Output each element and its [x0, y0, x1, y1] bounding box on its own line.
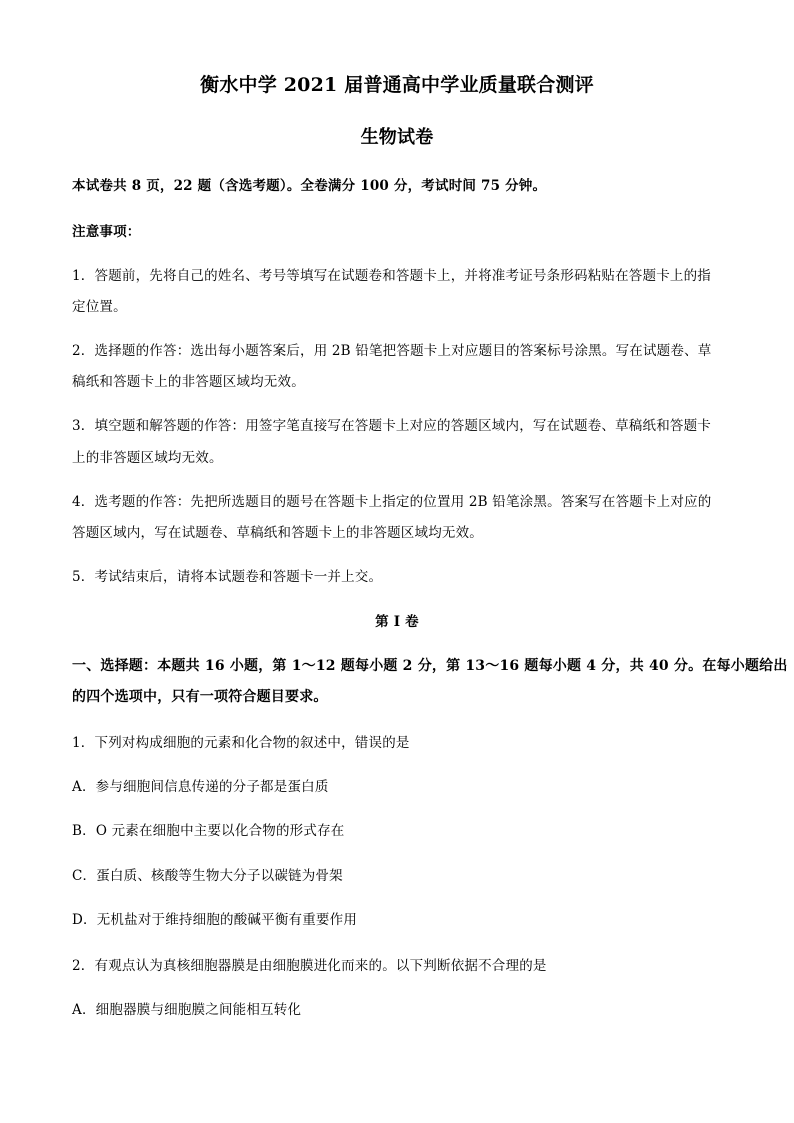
notice-item-4-line-2: 答题区域内，写在试题卷、草稿纸和答题卡上的非答题区域均无效。 — [72, 525, 483, 541]
exam-subtitle: 生物试卷 — [360, 127, 434, 148]
notice-item-1-line-1: 1．答题前，先将自己的姓名、考号等填写在试题卷和答题卡上，并将准考证号条形码粘贴在答题卡上的指 — [72, 268, 711, 284]
section-instruction-line-2: 的四个选项中，只有一项符合题目要求。 — [72, 689, 328, 705]
notice-item-2-line-2: 稿纸和答题卡上的非答题区域均无效。 — [72, 374, 305, 390]
question-2-option-a: A．细胞器膜与细胞膜之间能相互转化 — [72, 1002, 302, 1018]
question-1-option-d: D．无机盐对于维持细胞的酸碱平衡有重要作用 — [72, 912, 358, 928]
question-1-stem: 1．下列对构成细胞的元素和化合物的叙述中，错误的是 — [72, 735, 410, 751]
question-1-option-b: B．O 元素在细胞中主要以化合物的形式存在 — [72, 823, 345, 839]
notice-item-2-line-1: 2．选择题的作答：选出每小题答案后，用 2B 铅笔把答题卡上对应题目的答案标号涂黑。写在试题卷、草 — [72, 343, 712, 359]
notice-item-1-line-2: 定位置。 — [72, 299, 127, 315]
notice-item-3-line-2: 上的非答题区域均无效。 — [72, 450, 223, 466]
question-1-option-c: C．蛋白质、核酸等生物大分子以碳链为骨架 — [72, 868, 343, 884]
notice-item-3-line-1: 3．填空题和解答题的作答：用签字笔直接写在答题卡上对应的答题区域内，写在试题卷、草稿纸和答题卡 — [72, 418, 711, 434]
question-2-stem: 2．有观点认为真核细胞器膜是由细胞膜进化而来的。以下判断依据不合理的是 — [72, 958, 547, 974]
notice-item-5-line-1: 5．考试结束后，请将本试题卷和答题卡一并上交。 — [72, 569, 383, 585]
exam-summary: 本试卷共 8 页，22 题（含选考题）。全卷满分 100 分，考试时间 75 分钟。 — [72, 178, 547, 194]
exam-title: 衡水中学 2021 届普通高中学业质量联合测评 — [200, 74, 594, 96]
notice-item-4-line-1: 4．选考题的作答：先把所选题目的题号在答题卡上指定的位置用 2B 铅笔涂黑。答案写在答题卡上对应的 — [72, 494, 712, 510]
notice-heading: 注意事项： — [72, 224, 141, 240]
question-1-option-a: A．参与细胞间信息传递的分子都是蛋白质 — [72, 779, 329, 795]
volume-heading: 第 I 卷 — [375, 614, 419, 630]
section-instruction-line-1: 一、选择题：本题共 16 小题，第 1～12 题每小题 2 分，第 13～16 题每小题 4 分，共 40 分。在每小题给出 — [72, 658, 788, 674]
